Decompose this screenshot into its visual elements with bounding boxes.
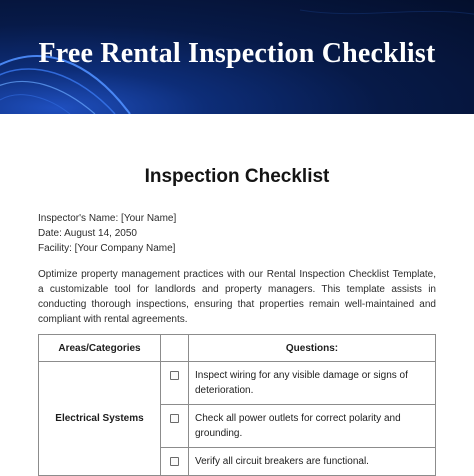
question-text: Inspect wiring for any visible damage or signs of deterioration. <box>189 362 436 405</box>
question-text: Verify all circuit breakers are functional. <box>189 448 436 476</box>
inspection-date: Date: August 14, 2050 <box>38 228 137 239</box>
header-banner <box>0 0 474 114</box>
table-row <box>39 362 436 405</box>
checkbox[interactable] <box>170 371 179 380</box>
checkbox-cell <box>161 362 189 405</box>
banner-title: Free Rental Inspection Checklist <box>38 38 436 69</box>
checkbox[interactable] <box>170 457 179 466</box>
intro-paragraph: Optimize property management practices with our Rental Inspection Checklist Template, a customizable tool for landlords and property managers. This template assists in conducting thorough inspections, ensuring that properties remain well-maintained and compliant with rental agreements. <box>38 269 436 325</box>
checkbox-cell <box>161 405 189 448</box>
checkbox-cell <box>161 448 189 476</box>
facility-name: Facility: [Your Company Name] <box>38 243 176 254</box>
header-checkbox <box>161 335 189 362</box>
question-text: Check all power outlets for correct polarity and grounding. <box>189 405 436 448</box>
header-questions: Questions: <box>189 335 436 362</box>
inspector-name: Inspector's Name: [Your Name] <box>38 213 177 224</box>
inspection-meta <box>38 211 176 256</box>
header-areas: Areas/Categories <box>39 335 161 362</box>
checkbox[interactable] <box>170 414 179 423</box>
area-electrical-systems: Electrical Systems <box>39 362 161 476</box>
table-header-row <box>39 335 436 362</box>
checklist-table <box>38 334 436 476</box>
document-page <box>0 114 474 474</box>
document-title: Inspection Checklist <box>144 166 330 187</box>
